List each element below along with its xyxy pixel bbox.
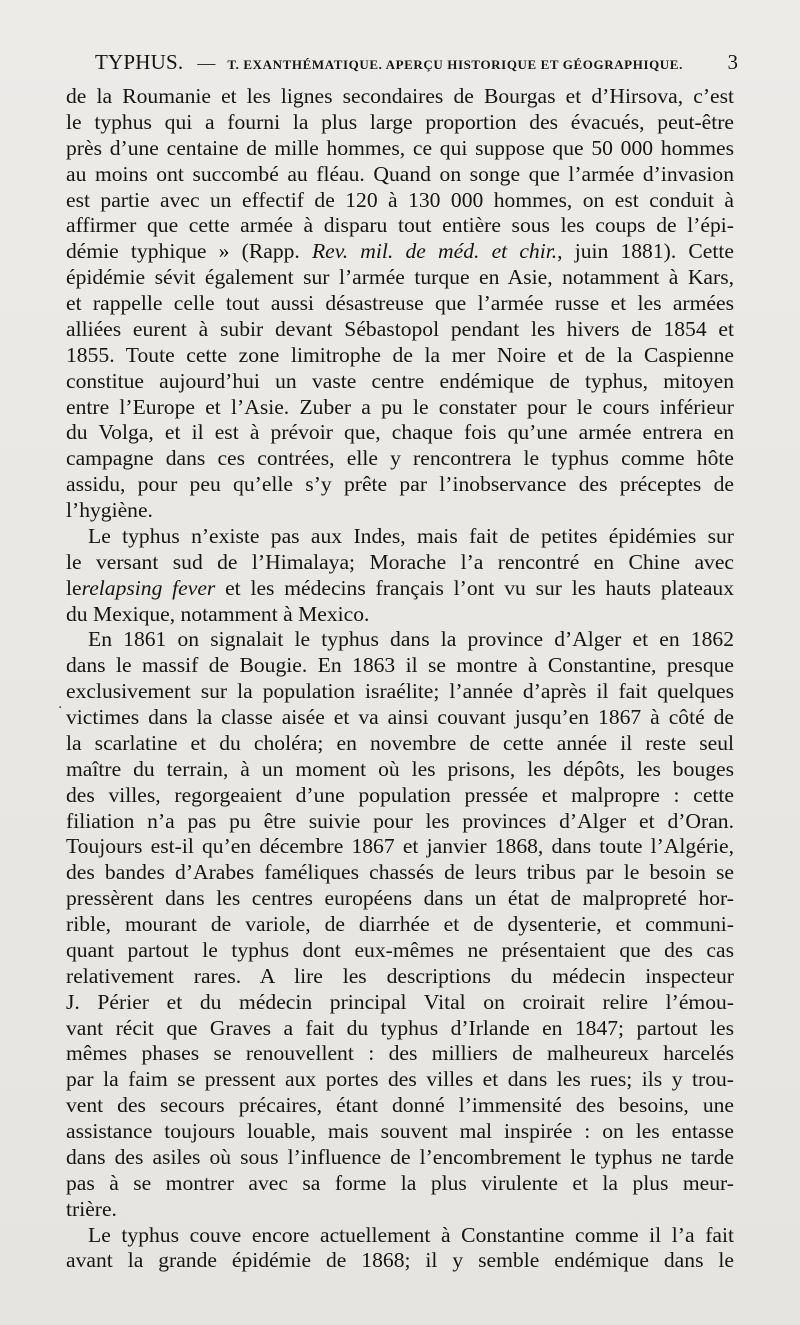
- text-line: pressèrent dans les centres européens dans un état de malpropreté hor-: [66, 886, 734, 911]
- text-line: Toujours est-il qu’en décembre 1867 et janvier 1868, dans toute l’Algérie,: [66, 834, 734, 859]
- text-line: entre l’Europe et l’Asie. Zuber a pu le constater pour le cours inférieur: [66, 394, 734, 419]
- text-line: mêmes phases se renouvellent : des milliers de malheureux harcelés: [66, 1041, 734, 1066]
- text-line: Le typhus n’existe pas aux Indes, mais fait de petites épidémies sur: [88, 523, 734, 548]
- text-segment: le: [66, 575, 82, 600]
- text-line: campagne dans ces contrées, elle y rencontrera le typhus comme hôte: [66, 446, 734, 471]
- text-line: des villes, regorgeaient d’une population pressée et malpropre : cette: [66, 782, 734, 807]
- text-line: trière.: [66, 1196, 117, 1221]
- text-line: est partie avec un effectif de 120 à 130 000 hommes, on est conduit à: [66, 187, 734, 212]
- text-line: maître du terrain, à un moment où les prisons, les dépôts, les bouges: [66, 756, 734, 781]
- text-line: 1855. Toute cette zone limitrophe de la mer Noire et de la Caspienne: [66, 342, 734, 367]
- text-line: J. Périer et du médecin principal Vital on croirait relire l’émou-: [66, 989, 734, 1014]
- text-line: vent des secours précaires, étant donné l’immensité des besoins, une: [66, 1093, 734, 1118]
- body-text: [66, 84, 734, 1274]
- text-line: rible, mourant de variole, de diarrhée et de dysenterie, et communi-: [66, 912, 734, 936]
- chapter-title: T. EXANTHÉMATIQUE. APERÇU HISTORIQUE ET GÉOGRAPHIQUE.: [227, 57, 683, 72]
- text-line: avant la grande épidémie de 1868; il y semble endémique dans le: [66, 1248, 734, 1273]
- text-line: [66, 576, 734, 602]
- text-line: la scarlatine et du choléra; en novembre de cette année il reste seul: [66, 730, 734, 755]
- text-line: alliées eurent à subir devant Sébastopol pendant les hivers de 1854 et: [66, 316, 734, 341]
- text-line: En 1861 on signalait le typhus dans la province d’Alger et en 1862: [88, 627, 734, 652]
- text-line: assistance toujours louable, mais souvent mal inspirée : on les entasse: [66, 1119, 734, 1143]
- text-line: au moins ont succombé au fléau. Quand on songe que l’armée d’invasion: [66, 161, 734, 186]
- text-line: le versant sud de l’Himalaya; Morache l’a rencontré en Chine avec: [66, 549, 734, 574]
- text-segment: démie typhique » (Rapp.: [66, 239, 300, 264]
- text-line: pas à se montrer avec sa forme la plus virulente et la plus meur-: [66, 1170, 734, 1195]
- text-line: par la faim se pressent aux portes des villes et dans les rues; ils y trou-: [66, 1067, 734, 1092]
- journal-title: Rev. mil. de méd. et chir.: [311, 239, 558, 264]
- text-segment: , juin 1881). Cette: [557, 239, 734, 264]
- disease-term: relapsing fever: [81, 575, 216, 600]
- running-head: TYPHUS.: [95, 50, 184, 74]
- page-number: 3: [727, 50, 738, 74]
- text-line: de la Roumanie et les lignes secondaires de Bourgas et d’Hirsova, c’est: [66, 84, 734, 108]
- header-dash: —: [197, 53, 216, 73]
- text-line: vant récit que Graves a fait du typhus d’Irlande en 1847; partout les: [66, 1015, 734, 1040]
- text-line: exclusivement sur la population israélite; l’année d’après il fait quelques: [66, 679, 734, 704]
- text-line: l’hygiène.: [66, 498, 153, 522]
- text-line: le typhus qui a fourni la plus large proportion des évacués, peut-être: [66, 109, 734, 134]
- text-line: épidémie sévit également sur l’armée turque en Asie, notamment à Kars,: [66, 265, 734, 290]
- text-line: et rappelle celle tout aussi désastreuse que l’armée russe et les armées: [66, 291, 734, 315]
- text-line: [66, 239, 734, 265]
- margin-mark: ·: [58, 700, 63, 716]
- text-line: filiation n’a pas pu être suivie pour les provinces d’Alger et d’Oran.: [66, 808, 734, 833]
- text-line: du Mexique, notamment à Mexico.: [66, 601, 370, 626]
- text-segment: et les médecins français l’ont vu sur les hauts plateaux: [215, 575, 734, 600]
- text-line: victimes dans la classe aisée et va ainsi couvant jusqu’en 1867 à côté de: [66, 705, 734, 729]
- text-line: près d’une centaine de mille hommes, ce qui suppose que 50 000 hommes: [66, 135, 734, 160]
- text-line: Le typhus couve encore actuellement à Constantine comme il l’a fait: [88, 1222, 734, 1247]
- text-line: relativement rares. A lire les descriptions du médecin inspecteur: [66, 963, 734, 988]
- text-line: assidu, pour peu qu’elle s’y prête par l’inobservance des préceptes de: [66, 472, 734, 497]
- text-line: dans des asiles où sous l’influence de l’encombrement le typhus ne tarde: [66, 1144, 734, 1169]
- page-header: [95, 50, 738, 80]
- text-line: constitue aujourd’hui un vaste centre endémique de typhus, mitoyen: [66, 368, 734, 393]
- text-line: quant partout le typhus dont eux-mêmes ne présentaient que des cas: [66, 937, 734, 962]
- text-line: des bandes d’Arabes faméliques chassés de leurs tribus par le besoin se: [66, 860, 734, 885]
- text-line: affirmer que cette armée à disparu tout entière sous les coups de l’épi-: [66, 213, 734, 238]
- text-line: du Volga, et il est à prévoir que, chaque fois qu’une armée entrera en: [66, 420, 734, 445]
- text-line: dans le massif de Bougie. En 1863 il se montre à Constantine, presque: [66, 653, 734, 678]
